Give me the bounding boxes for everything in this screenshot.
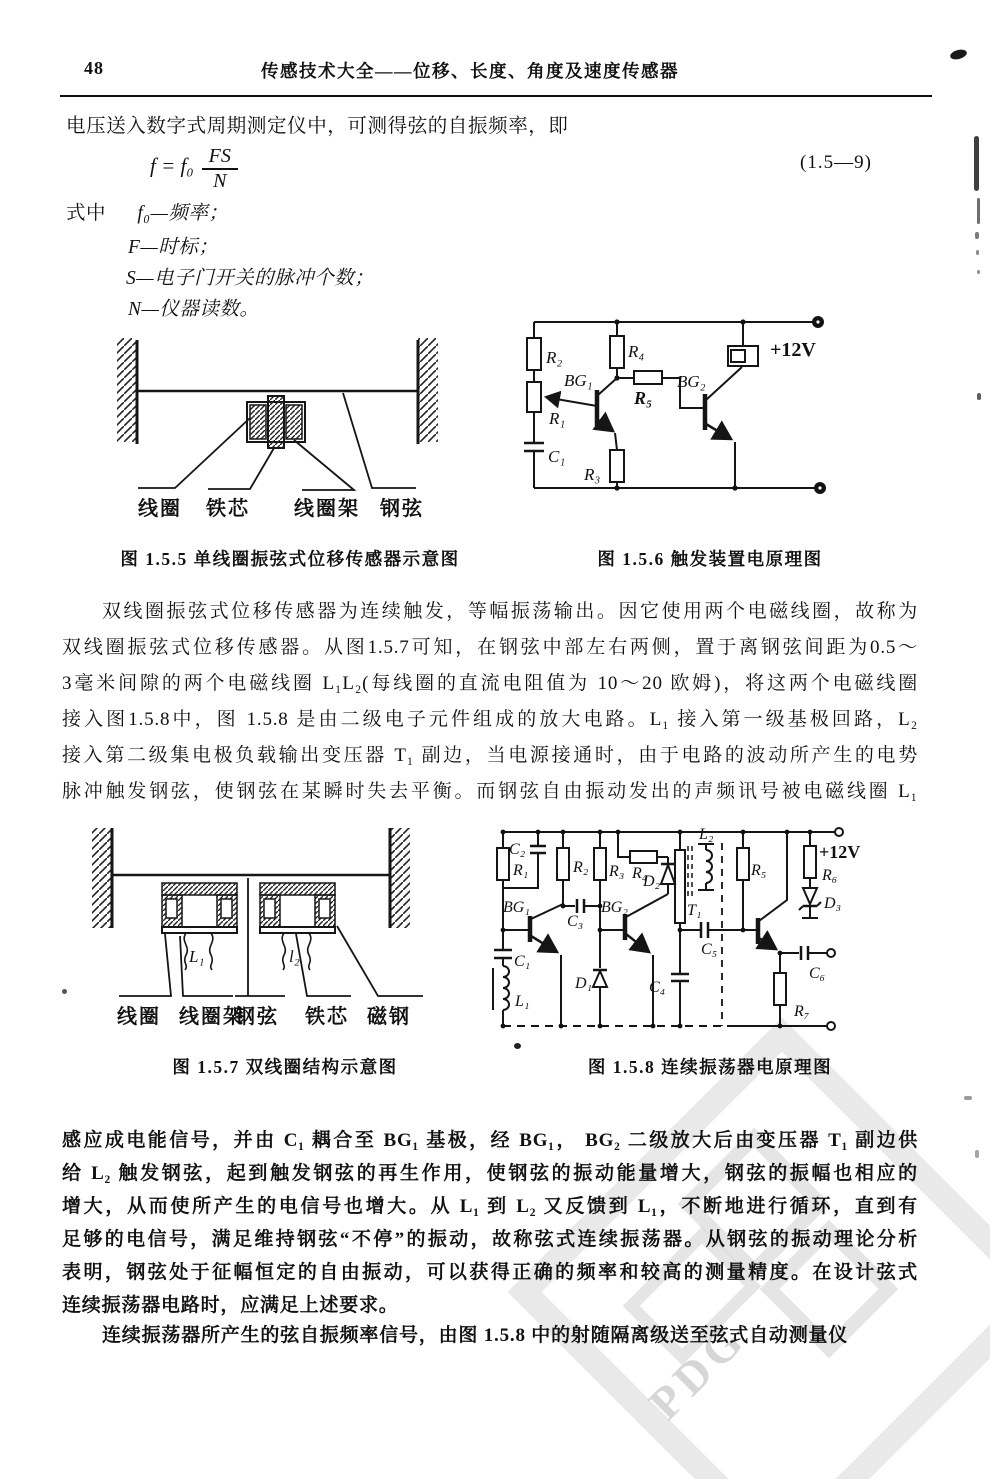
scan-artifact — [976, 250, 979, 255]
label-supply: +12V — [819, 842, 861, 862]
label-BG1: BG₁ — [564, 371, 593, 390]
fig157-label-core: 铁芯 — [305, 1006, 349, 1028]
label-R3: R₃ — [584, 465, 601, 484]
label-R5: R₅ — [751, 862, 767, 879]
label-C1: C₁ — [514, 953, 531, 970]
scan-artifact — [975, 232, 979, 239]
fig-1-5-7-diagram — [83, 826, 483, 1074]
fig-1-5-5-diagram — [100, 330, 475, 548]
label-D1: D₁ — [575, 975, 593, 992]
scan-artifact — [974, 136, 979, 191]
terminal — [827, 1022, 835, 1030]
where-line-1 — [66, 197, 228, 225]
coil-assembly-left — [162, 883, 237, 933]
label-L2: L₂ — [699, 826, 714, 843]
fig157-label-string: 钢弦 — [235, 1006, 279, 1028]
terminal — [827, 949, 835, 957]
label-R4: R₄ — [628, 342, 645, 361]
fig-1-5-6-circuit — [522, 310, 857, 540]
scan-artifact — [977, 393, 981, 400]
label-BG1: BG₁ — [503, 899, 530, 916]
label-R5: R₅ — [634, 388, 653, 408]
scan-artifact — [975, 1150, 979, 1158]
coil-assembly — [247, 396, 305, 448]
resistor-R2 — [527, 338, 541, 370]
text-line: 双线圈振弦式位移传感器。从图1.5.7可知，在钢弦中部左右两侧，置于离钢弦间距为0.5～ — [62, 637, 918, 658]
header-rule — [60, 95, 932, 97]
scan-artifact — [977, 270, 980, 274]
where-item: S—电子门开关的脉冲个数； — [126, 268, 375, 289]
output-transformer-box — [728, 322, 758, 366]
resistor-R3 — [610, 450, 624, 482]
scan-artifact — [949, 48, 968, 61]
text-line: 脉冲触发钢弦，使钢弦在某瞬时失去平衡。而钢弦自由振动发出的声频讯号被电磁线圈 L₁ — [62, 781, 918, 802]
coil-assembly-right — [260, 883, 335, 933]
text-line: 连续振荡器电路时，应满足上述要求。 — [62, 1295, 399, 1316]
fig157-caption: 图 1.5.7 双线圈结构示意图 — [172, 1057, 398, 1077]
inductor-L2 — [706, 850, 712, 883]
paragraph-3 — [62, 1320, 918, 1347]
right-wall-hatch — [390, 828, 410, 928]
fig158-caption: 图 1.5.8 连续振荡器电原理图 — [587, 1057, 833, 1077]
label-BG2: BG₂ — [601, 899, 628, 916]
equation-number: (1.5—9) — [800, 152, 872, 173]
paragraph-1 — [62, 594, 918, 810]
diode-D1 — [593, 971, 607, 987]
label-D2: D₂ — [643, 873, 661, 890]
label-R3: R₃ — [609, 863, 625, 880]
transformer-T1-primary — [675, 850, 685, 923]
label-D3: D₃ — [824, 895, 842, 912]
scan-artifact — [62, 989, 67, 994]
label-R6: R₆ — [822, 867, 838, 884]
label-R2: R₂ — [546, 348, 563, 367]
fig157-label-magnet: 磁钢 — [367, 1006, 411, 1028]
label-C6: C₆ — [809, 965, 826, 982]
fig155-label-coil: 线圈 — [138, 498, 182, 520]
label-T1: T₁ — [687, 902, 702, 919]
diode-D2 — [661, 865, 675, 884]
left-wall-hatch — [117, 338, 137, 442]
transistor-BG2 — [705, 367, 742, 488]
intro-line: 电压送入数字式周期测定仪中，可测得弦的自振频率，即 — [66, 116, 569, 137]
right-wall-hatch — [418, 338, 438, 442]
transistor-BG1 — [503, 904, 563, 1026]
label-R2: R₂ — [573, 859, 589, 876]
paragraph-2 — [62, 1124, 918, 1322]
label-C2: C₂ — [509, 841, 526, 858]
resistor-R1 — [497, 848, 509, 880]
fig157-label-coil: 线圈 — [117, 1006, 161, 1028]
text-line: 增大，从而使所产生的电信号也增大。从 L₁ 到 L₂ 又反馈到 L₁，不断地进行循环，直到有 — [62, 1196, 918, 1217]
text-line: 双线圈振弦式位移传感器为连续触发，等幅振荡输出。因它使用两个电磁线圈，故称为 — [102, 601, 918, 622]
fig155-label-core: 铁芯 — [206, 498, 250, 520]
text-line: 接入图1.5.8中，图 1.5.8 是由二级电子元件组成的放大电路。L₁ 接入第一级基极回路，L₂ — [62, 709, 918, 730]
label-C3: C₃ — [567, 913, 584, 930]
page-number: 48 — [84, 58, 104, 78]
watermark-text: PDG — [638, 1311, 757, 1430]
label-C5: C₅ — [701, 941, 718, 958]
text-line: 连续振荡器所产生的弦自振频率信号，由图 1.5.8 中的射随隔离级送至弦式自动测量仪 — [102, 1325, 849, 1346]
resistor-R4 — [610, 336, 624, 368]
where-item: F—时标； — [128, 237, 219, 258]
resistor-R3 — [594, 848, 606, 880]
resistor-R2 — [557, 848, 569, 880]
fig155-label-string: 钢弦 — [380, 498, 424, 520]
fig156-caption: 图 1.5.6 触发装置电原理图 — [597, 549, 823, 569]
label-BG2: BG₂ — [677, 372, 706, 391]
text-line: 3毫米间隙的两个电磁线圈 L₁L₂(每线圈的直流电阻值为 10～20 欧姆)，将这两个电磁线圈 — [62, 673, 918, 694]
running-header-title: 传感技术大全——位移、长度、角度及速度传感器 — [261, 61, 679, 81]
fig157-label-l2: l₂ — [289, 947, 300, 966]
where-item: f₀—频率； — [137, 203, 229, 224]
resistor-R6 — [804, 846, 816, 878]
label-R7: R₇ — [794, 1003, 810, 1020]
label-L1: L₁ — [515, 993, 530, 1010]
left-wall-hatch — [92, 828, 112, 928]
text-line: 感应成电能信号，并由 C₁ 耦合至 BG₁ 基极，经 BG₁， BG₂ 二级放大后由变压器 T₁ 副边供 — [62, 1130, 918, 1151]
resistor-R7 — [774, 973, 786, 1005]
label-R1: R₁ — [513, 862, 529, 879]
resistor-R4 — [630, 851, 657, 863]
scan-artifact — [964, 1096, 972, 1100]
scan-artifact — [977, 198, 980, 224]
fig155-label-bobbin: 线圈架 — [294, 498, 360, 520]
pot-arrow — [546, 397, 562, 400]
potentiometer-R1 — [527, 382, 541, 412]
fig157-label-bobbin: 线圈架 — [179, 1006, 245, 1028]
formula-denominator: N — [213, 170, 227, 192]
label-C1: C₁ — [548, 447, 566, 466]
label-R4: R₄ — [632, 865, 648, 882]
where-lead: 式中 — [66, 203, 107, 224]
text-line: 接入第二级集电极负载输出变压器 T₁ 副边，当电源接通时，由于电路的波动所产生的电势 — [62, 745, 918, 766]
zener-D3 — [803, 888, 817, 904]
terminal — [835, 828, 843, 836]
fig155-caption: 图 1.5.5 单线圈振弦式位移传感器示意图 — [120, 549, 460, 569]
label-C4: C₄ — [649, 979, 666, 996]
text-line: 表明，钢弦处于征幅恒定的自由振动，可以获得正确的频率和较高的测量精度。在设计弦式 — [62, 1262, 918, 1283]
label-R1: R₁ — [549, 409, 566, 428]
text-line: 给 L₂ 触发钢弦，起到触发钢弦的再生作用，使钢弦的振动能量增大，钢弦的振幅也相应的 — [62, 1163, 918, 1184]
resistor-R5 — [737, 848, 749, 880]
resistor-R5 — [634, 371, 662, 384]
scan-artifact — [514, 1043, 521, 1049]
transistor-BG1 — [597, 378, 617, 450]
fig157-label-L1: L₁ — [189, 947, 205, 966]
formula-fraction — [202, 146, 238, 192]
formula-numerator: FS — [202, 146, 238, 170]
formula-lhs: f = f₀ — [150, 153, 194, 178]
where-item: N—仪器读数。 — [128, 299, 260, 320]
formula — [150, 146, 238, 192]
text-line: 足够的电信号，满足维持钢弦“不停”的振动，故称弦式连续振荡器。从钢弦的振动理论分析 — [62, 1229, 918, 1250]
fig-1-5-8-circuit — [487, 818, 937, 1053]
label-supply: +12V — [770, 339, 816, 361]
inductor-L1 — [503, 966, 509, 1010]
